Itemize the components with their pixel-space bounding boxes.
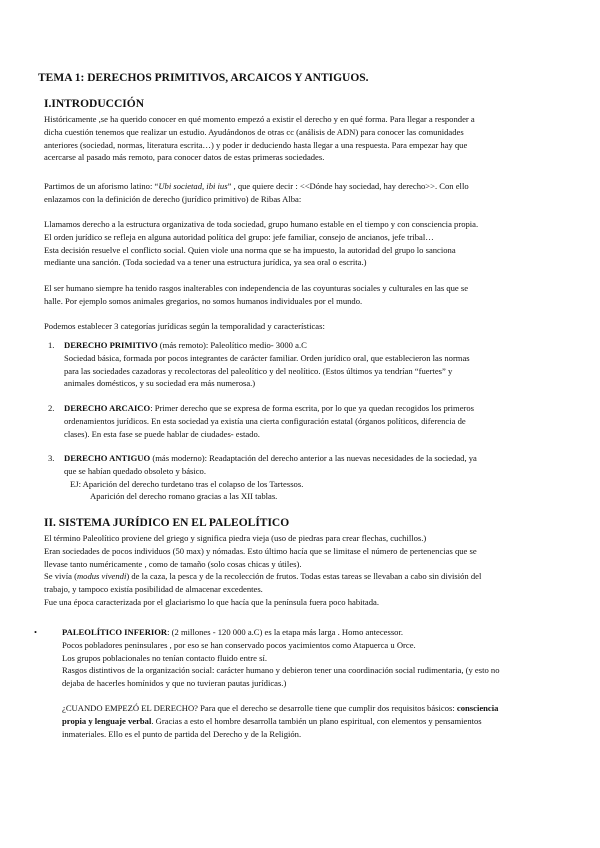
bullet-item-body: [62, 626, 574, 690]
text-line: Sociedad básica, formada por pocos integrantes de carácter familiar. Orden jurídico oral, que establecieron las normas: [64, 352, 470, 363]
text-line: enlazamos con la definición de derecho (jurídico primitivo) de Ribas Alba:: [44, 193, 302, 204]
text-line: [64, 339, 574, 352]
text-line: animales domésticos, y su sociedad era más numerosa.): [64, 378, 256, 389]
term-label: DERECHO PRIMITIVO: [64, 340, 158, 350]
text-fragment: Partimos de un aforismo latino: “: [44, 181, 159, 191]
text-line: dejaba de hacerles homínidos y que no tuvieran pautas jurídicas.): [62, 678, 287, 689]
text-line: Rasgos distintivos de la organización social: carácter humano y debieron tener una coordinación social rudimentaria, (y esto no: [62, 665, 500, 676]
text-line: Llamamos derecho a la estructura organizativa de toda sociedad, grupo humano estable en el tiempo y con consciencia propia.: [44, 219, 479, 229]
text-line: EJ: Aparición del derecho turdetano tras el colapso de los Tartessos.: [70, 478, 304, 489]
text-line: que se habían quedado obsoleto y básico.: [64, 465, 206, 476]
text-line: inmateriales. Ello es el punto de partida del Derecho y de la Religión.: [62, 728, 302, 739]
text-line: Pocos pobladores peninsulares , por eso se han conservado pocos yacimientos como Atapuerca u Orce.: [62, 639, 416, 650]
paragraph-ser-humano: [44, 282, 574, 308]
key-term: consciencia: [456, 703, 499, 713]
text-line: dicha cuestión tenemos que realizar un estudio. Ayudándonos de otras cc (análisis de ADN) para conocer las comunidades: [44, 126, 464, 137]
paragraph-categorias: [44, 320, 574, 333]
text-line: trabajo, y tampoco existía posibilidad de almacenar excedentes.: [44, 584, 263, 595]
term-label: PALEOLÍTICO INFERIOR: [62, 627, 168, 637]
text-fragment: . Gracias a esto el hombre desarrolla también un plano espiritual, con elementos y pensamientos: [151, 715, 482, 726]
text-line: Fue una época caracterizada por el glaciarismo lo que hacía que la península fuera poco habitada.: [44, 596, 379, 607]
latin-term: modus vivendi: [76, 571, 127, 582]
paragraph-intro: [44, 113, 574, 164]
section-heading-paleolitico: II. SISTEMA JURÍDICO EN EL PALEOLÍTICO: [44, 517, 290, 529]
text-line: halle. Por ejemplo somos animales gregarios, no somos humanos individuales por el mundo.: [44, 295, 363, 306]
text-line: Aparición del derecho romano gracias a las XII tablas.: [90, 491, 278, 502]
text-line: Históricamente ,se ha querido conocer en qué momento empezó a existir el derecho y en qué forma. Para llegar a responder a: [44, 114, 475, 124]
text-fragment: : (2 millones - 120 000 a.C) es la etapa más larga . Homo antecessor.: [167, 627, 404, 637]
text-line: llevase tanto numéricamente , como de tamaño (solo cosas chicas y útiles).: [44, 558, 302, 569]
paragraph-paleolitico: [44, 532, 574, 609]
text-line: El término Paleolítico proviene del griego y significa piedra vieja (uso de piedras para crear flechas, cuchillos.): [44, 533, 427, 543]
text-line: El ser humano siempre ha tenido rasgos inalterables con independencia de las coyunturas sociales y culturales en las que se: [44, 283, 469, 293]
text-line: Esta decisión resuelve el conflicto social. Quien viole una norma que se ha impuesto, la autoridad del grupo lo sanciona: [44, 244, 456, 255]
paragraph-definicion: [44, 218, 574, 269]
term-label: DERECHO ANTIGUO: [64, 453, 151, 463]
text-line: [44, 180, 574, 193]
list-number: 2.: [48, 403, 55, 413]
list-item-body: [64, 402, 574, 440]
text-line: mediante una sanción. (Toda sociedad va a tener una estructura jurídica, ya sea oral o escrita.): [44, 257, 367, 268]
text-line: [62, 702, 574, 715]
text-line: para las sociedades cazadoras y recolectoras del paleolítico y del neolítico. (Estos últimos ya tendrían “fuertes” y: [64, 365, 453, 376]
text-line: [64, 402, 574, 415]
list-number: 1.: [48, 340, 55, 350]
section-heading-introduccion: I.INTRODUCCIÓN: [44, 98, 144, 110]
list-item-body: [64, 339, 574, 390]
list-number: 3.: [48, 453, 55, 463]
text-line: El orden jurídico se refleja en alguna autoridad política del grupo: jefe familiar, consejo de ancianos, jefe tribal…: [44, 231, 434, 242]
text-line: ordenamientos jurídicos. En esta sociedad ya existía una cierta configuración estatal (órganos políticos, diferencia de: [64, 415, 466, 426]
text-line: [64, 452, 574, 465]
text-line: [62, 626, 574, 639]
text-line: [62, 715, 574, 728]
term-label: DERECHO ARCAICO: [64, 403, 151, 413]
text-fragment: ) de la caza, la pesca y de la recolección de frutos. Todas estas tareas se llevaban a cabo sin división del: [126, 571, 482, 582]
key-term: propia y lenguaje verbal: [62, 715, 152, 726]
latin-aphorism: Ubi societad, ibi ius: [158, 181, 228, 191]
bullet-dot: •: [34, 627, 38, 637]
text-line: clases). En esta fase se puede hablar de ciudades- estado.: [64, 428, 260, 439]
text-line: [44, 570, 574, 583]
text-fragment: ¿CUANDO EMPEZÓ EL DERECHO? Para que el derecho se desarrolle tiene que cumplir dos requisitos básicos:: [62, 703, 457, 713]
paragraph-body: [62, 702, 574, 740]
list-item-body: [64, 452, 574, 503]
text-fragment: Se vivía (: [44, 571, 77, 582]
text-fragment: (más remoto): Paleolítico medio- 3000 a.C: [157, 340, 307, 350]
text-line: acercarse al pasado más remoto, para conocer datos de estas primeras sociedades.: [44, 152, 325, 163]
text-line: anteriores (sociedad, normas, literatura escrita…) y poder ir deduciendo hasta llegar a una respuesta. Para empezar hay que: [44, 139, 468, 150]
text-line: Eran sociedades de pocos individuos (50 max) y nómadas. Esto último hacía que se limitase el número de pertenencias que se: [44, 545, 477, 556]
text-fragment: : Primer derecho que se expresa de forma escrita, por lo que ya quedan recogidos los primeros: [150, 403, 475, 413]
text-line: Podemos establecer 3 categorías jurídicas según la temporalidad y características:: [44, 321, 325, 331]
document-title: TEMA 1: DERECHOS PRIMITIVOS, ARCAICOS Y ANTIGUOS.: [38, 72, 369, 84]
text-fragment: (más moderno): Readaptación del derecho anterior a las nuevas necesidades de la sociedad, ya: [150, 453, 477, 463]
text-line: Los grupos poblacionales no tenían contacto fluido entre sí.: [62, 652, 268, 663]
text-fragment: ” , que quiere decir : <<Dónde hay sociedad, hay derecho>>. Con ello: [227, 181, 469, 191]
paragraph-aforismo: [44, 180, 574, 206]
